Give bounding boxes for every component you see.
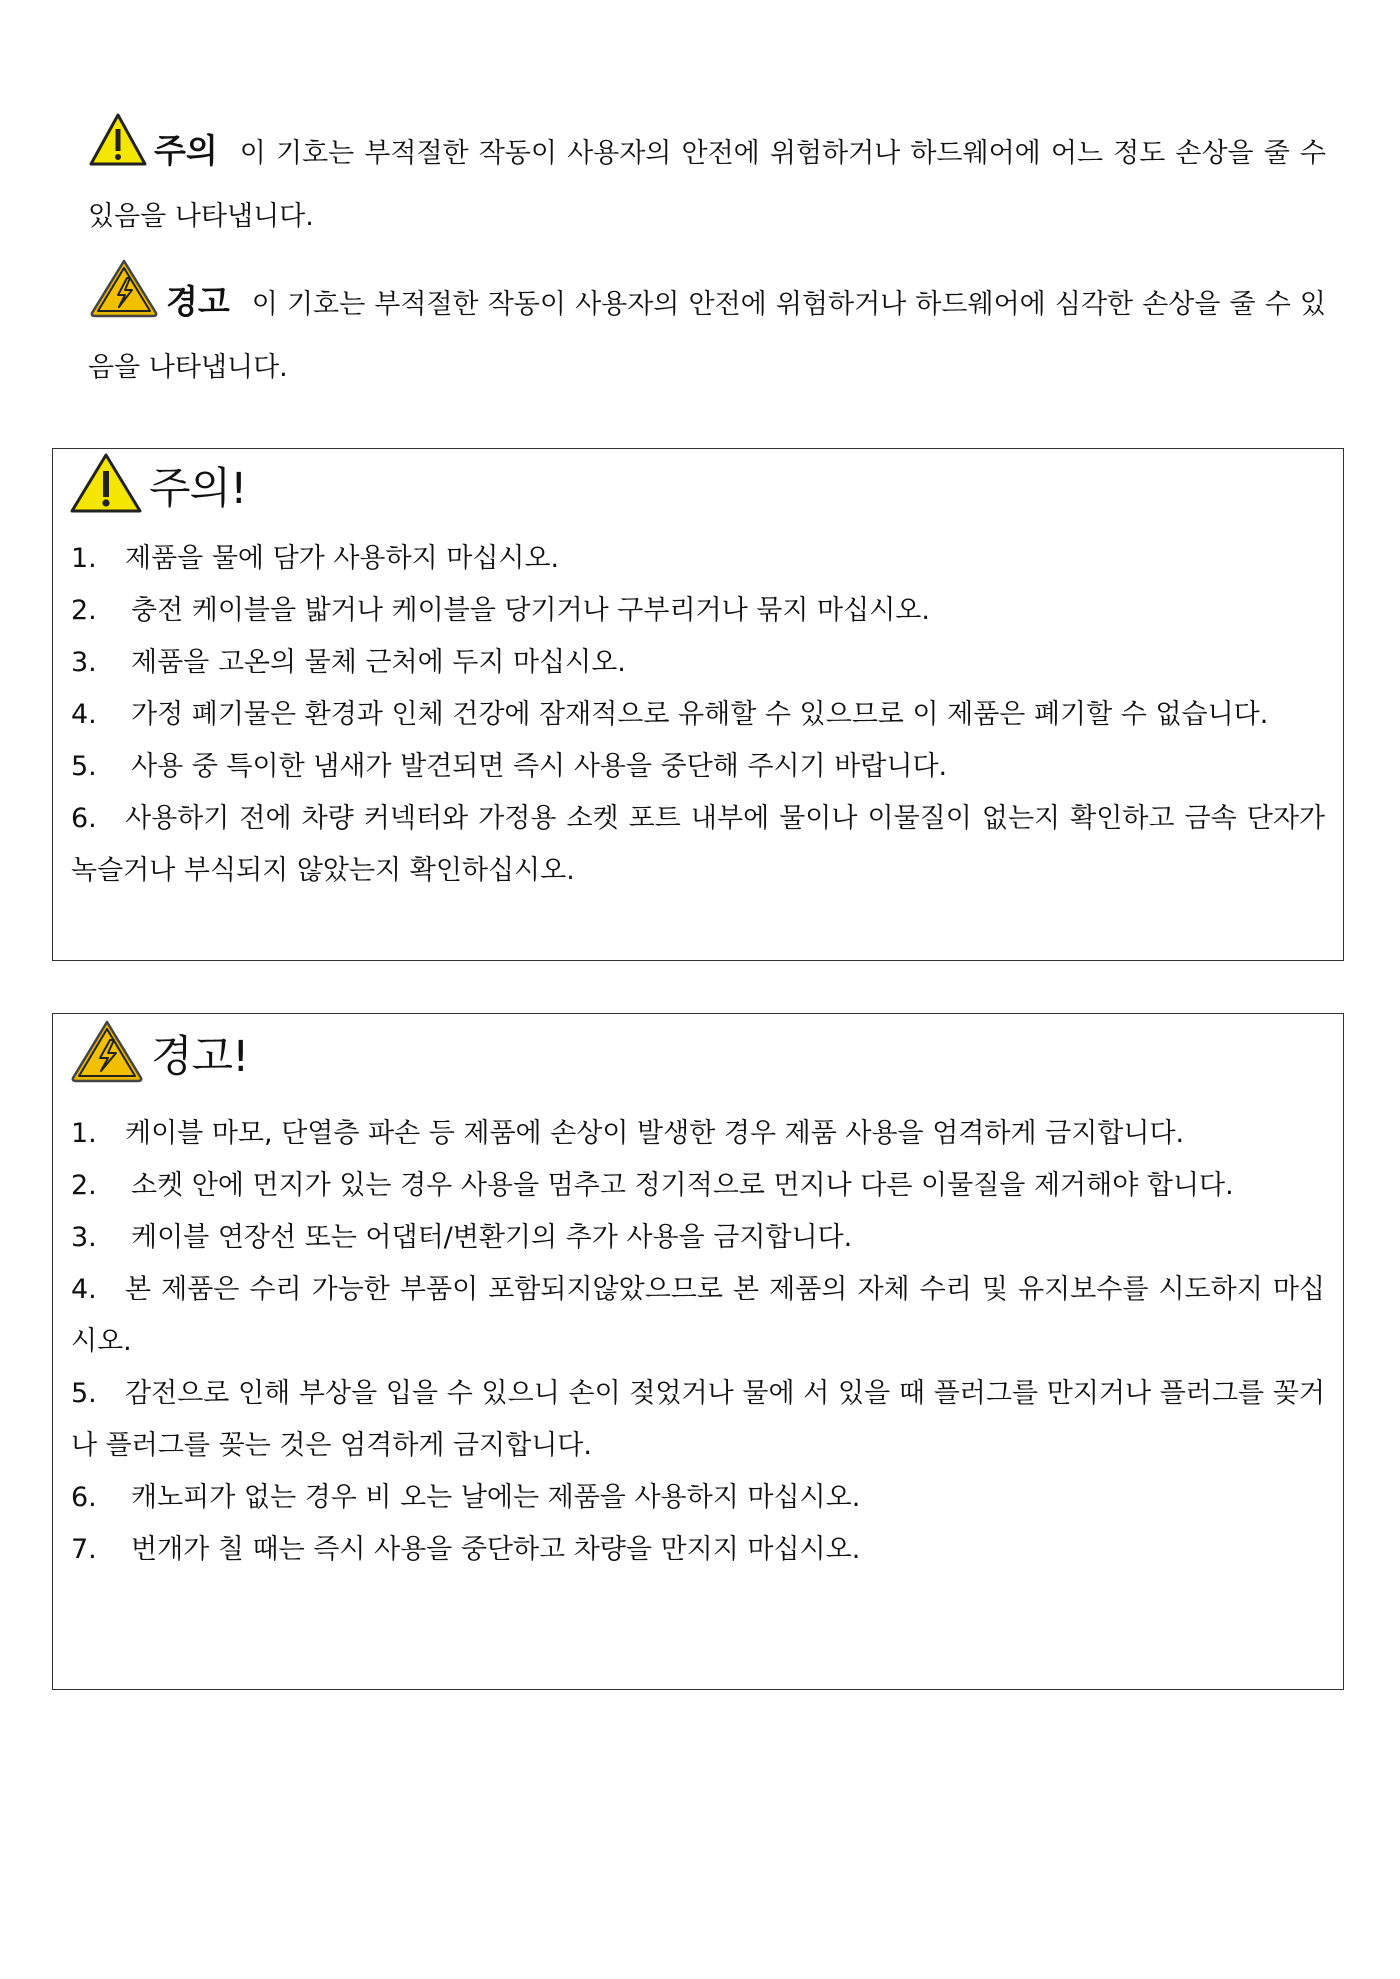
list-item: 7. 번개가 칠 때는 즉시 사용을 중단하고 차량을 만지지 마십시오. (71, 1534, 861, 1565)
list-item: 3. 제품을 고온의 물체 근처에 두지 마십시오. (71, 647, 626, 678)
list-item: 2. 소켓 안에 먼지가 있는 경우 사용을 멈추고 정기적으로 먼지나 다른 이물질을 제거해야 합니다. (71, 1170, 1234, 1201)
caution-icon (88, 112, 148, 188)
list-item: 1. 제품을 물에 담가 사용하지 마십시오. (71, 543, 560, 574)
warning-box-title: 경고! (151, 1031, 249, 1082)
warning-box (52, 1013, 1344, 1690)
legend-warning-keyword: 경고 (166, 282, 230, 321)
warning-box-header (69, 1018, 248, 1088)
caution-box (52, 448, 1344, 961)
legend-caution-keyword: 주의 (154, 131, 218, 170)
warning-list (71, 1108, 1325, 1576)
high-voltage-icon (69, 1018, 145, 1088)
legend-warning-text: 이 기호는 부적절한 작동이 사용자의 안전에 위험하거나 하드웨어에 심각한 손상을 줄 수 있음을 나타냅니다. (88, 289, 1326, 383)
legend-caution (88, 112, 1326, 245)
legend-warning (88, 257, 1326, 396)
caution-list (71, 533, 1325, 897)
list-item: 1. 케이블 마모, 단열층 파손 등 제품에 손상이 발생한 경우 제품 사용을 엄격하게 금지합니다. (71, 1118, 1185, 1149)
caution-box-title: 주의! (149, 463, 247, 514)
list-item: 5. 사용 중 특이한 냄새가 발견되면 즉시 사용을 중단해 주시기 바랍니다. (71, 751, 948, 782)
list-item: 3. 케이블 연장선 또는 어댑터/변환기의 추가 사용을 금지합니다. (71, 1222, 853, 1253)
caution-icon (69, 451, 143, 519)
legend-caution-text: 이 기호는 부적절한 작동이 사용자의 안전에 위험하거나 하드웨어에 어느 정도 손상을 줄 수 있음을 나타냅니다. (88, 138, 1326, 232)
list-item: 6. 사용하기 전에 차량 커넥터와 가정용 소켓 포트 내부에 물이나 이물질이 없는지 확인하고 금속 단자가 녹슬거나 부식되지 않았는지 확인하십시오. (71, 803, 1325, 886)
list-item: 2. 충전 케이블을 밟거나 케이블을 당기거나 구부리거나 묶지 마십시오. (71, 595, 930, 626)
list-item: 5. 감전으로 인해 부상을 입을 수 있으니 손이 젖었거나 물에 서 있을 때 플러그를 만지거나 플러그를 꽂거나 플러그를 꽂는 것은 엄격하게 금지합니다. (71, 1378, 1325, 1461)
list-item: 6. 캐노피가 없는 경우 비 오는 날에는 제품을 사용하지 마십시오. (71, 1482, 861, 1513)
list-item: 4. 본 제품은 수리 가능한 부품이 포함되지않았으므로 본 제품의 자체 수리 및 유지보수를 시도하지 마십시오. (71, 1274, 1325, 1357)
caution-box-header (69, 451, 246, 519)
high-voltage-icon (88, 257, 160, 339)
list-item: 4. 가정 폐기물은 환경과 인체 건강에 잠재적으로 유해할 수 있으므로 이 제품은 폐기할 수 없습니다. (71, 699, 1269, 730)
